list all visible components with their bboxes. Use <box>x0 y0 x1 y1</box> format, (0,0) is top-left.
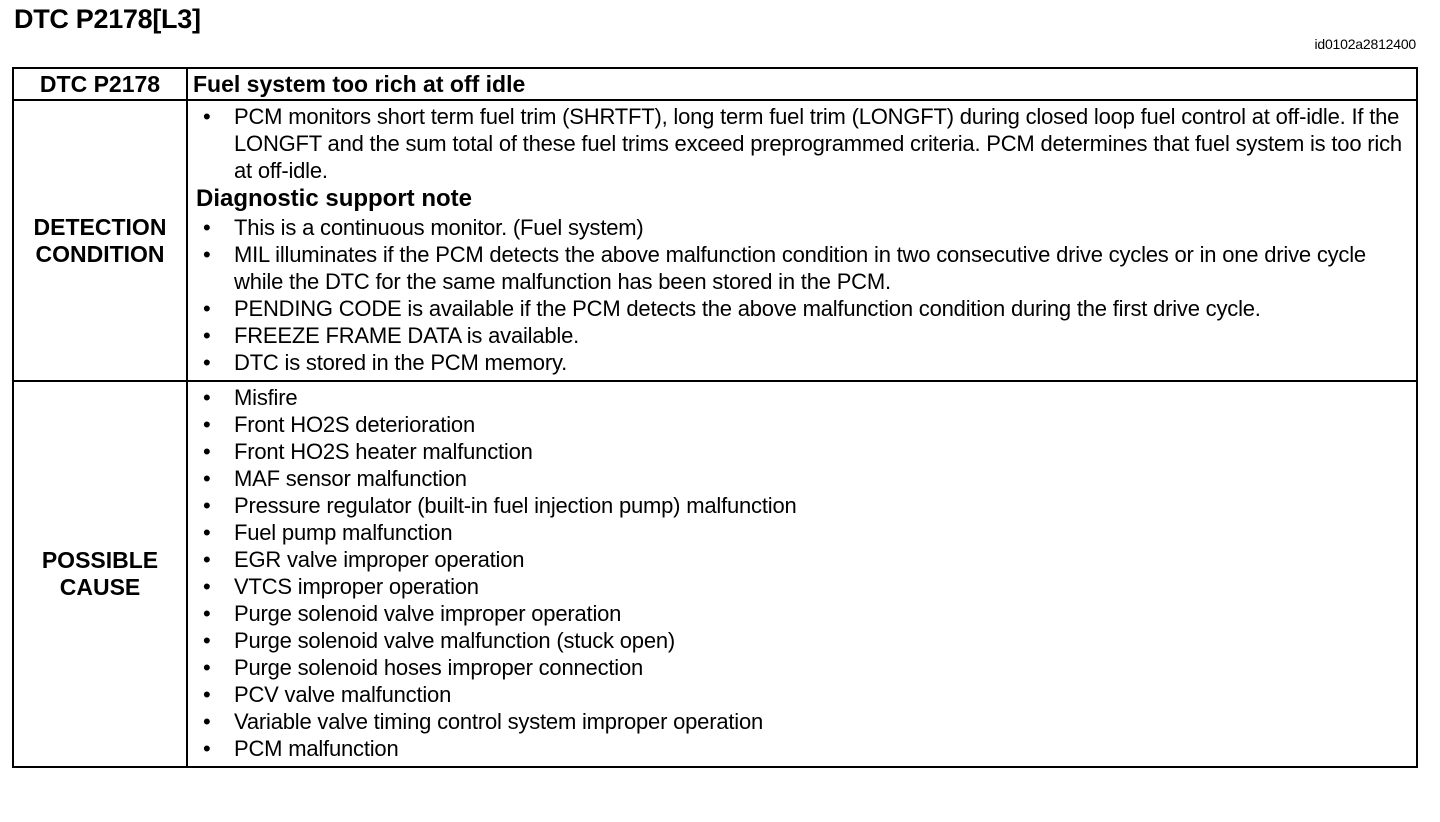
list-item: • PCM malfunction <box>196 735 1408 762</box>
possible-cause-label <box>13 381 187 767</box>
list-item: • Front HO2S deterioration <box>196 411 1408 438</box>
possible-cause-content <box>187 381 1417 767</box>
diagnostic-support-note-heading: Diagnostic support note <box>196 185 472 212</box>
list-item: • PCV valve malfunction <box>196 681 1408 708</box>
list-item: • Purge solenoid hoses improper connection <box>196 654 1408 681</box>
detection-label-line2: CONDITION <box>35 240 165 267</box>
page-title: DTC P2178[L3] <box>14 4 201 34</box>
list-item: • EGR valve improper operation <box>196 546 1408 573</box>
cause-label-line2: CAUSE <box>59 574 141 600</box>
detection-condition-label <box>13 100 187 381</box>
list-item: • FREEZE FRAME DATA is available. <box>196 322 1408 349</box>
list-item: • Purge solenoid valve malfunction (stuck open) <box>196 627 1408 654</box>
dtc-table <box>12 67 1418 768</box>
list-item: • Variable valve timing control system improper operation <box>196 708 1408 735</box>
list-item: • Purge solenoid valve improper operation <box>196 600 1408 627</box>
list-item: • VTCS improper operation <box>196 573 1408 600</box>
cause-label-line1: POSSIBLE <box>41 547 159 573</box>
detection-label-line1: DETECTION <box>33 213 167 240</box>
list-item: • PCM monitors short term fuel trim (SHRTFT), long term fuel trim (LONGFT) during closed loop fuel control at off-idle. If the LONGFT and the sum total of these fuel trims exceed preprogrammed criteria. PCM determines that fuel system is too rich at off-idle. <box>196 103 1408 184</box>
diagnostic-note-list <box>196 214 1408 376</box>
possible-cause-row <box>13 381 1417 767</box>
list-item: • This is a continuous monitor. (Fuel system) <box>196 214 1408 241</box>
header-row <box>13 68 1417 100</box>
list-item: • MAF sensor malfunction <box>196 465 1408 492</box>
detection-condition-content <box>187 100 1417 381</box>
list-item: • DTC is stored in the PCM memory. <box>196 349 1408 376</box>
list-item: • Misfire <box>196 384 1408 411</box>
list-item: • Fuel pump malfunction <box>196 519 1408 546</box>
possible-cause-list <box>196 384 1408 762</box>
list-item: • Pressure regulator (built-in fuel injection pump) malfunction <box>196 492 1408 519</box>
list-item: • Front HO2S heater malfunction <box>196 438 1408 465</box>
list-item: • MIL illuminates if the PCM detects the above malfunction condition in two consecutive drive cycles or in one drive cycle while the DTC for the same malfunction has been stored in the PCM. <box>196 241 1408 295</box>
dtc-code-cell: DTC P2178 <box>13 68 187 100</box>
document-id: id0102a2812400 <box>1314 36 1416 52</box>
detection-condition-row <box>13 100 1417 381</box>
dtc-description-cell: Fuel system too rich at off idle <box>187 68 1417 100</box>
detection-list <box>196 103 1408 184</box>
list-item: • PENDING CODE is available if the PCM detects the above malfunction condition during the first drive cycle. <box>196 295 1408 322</box>
